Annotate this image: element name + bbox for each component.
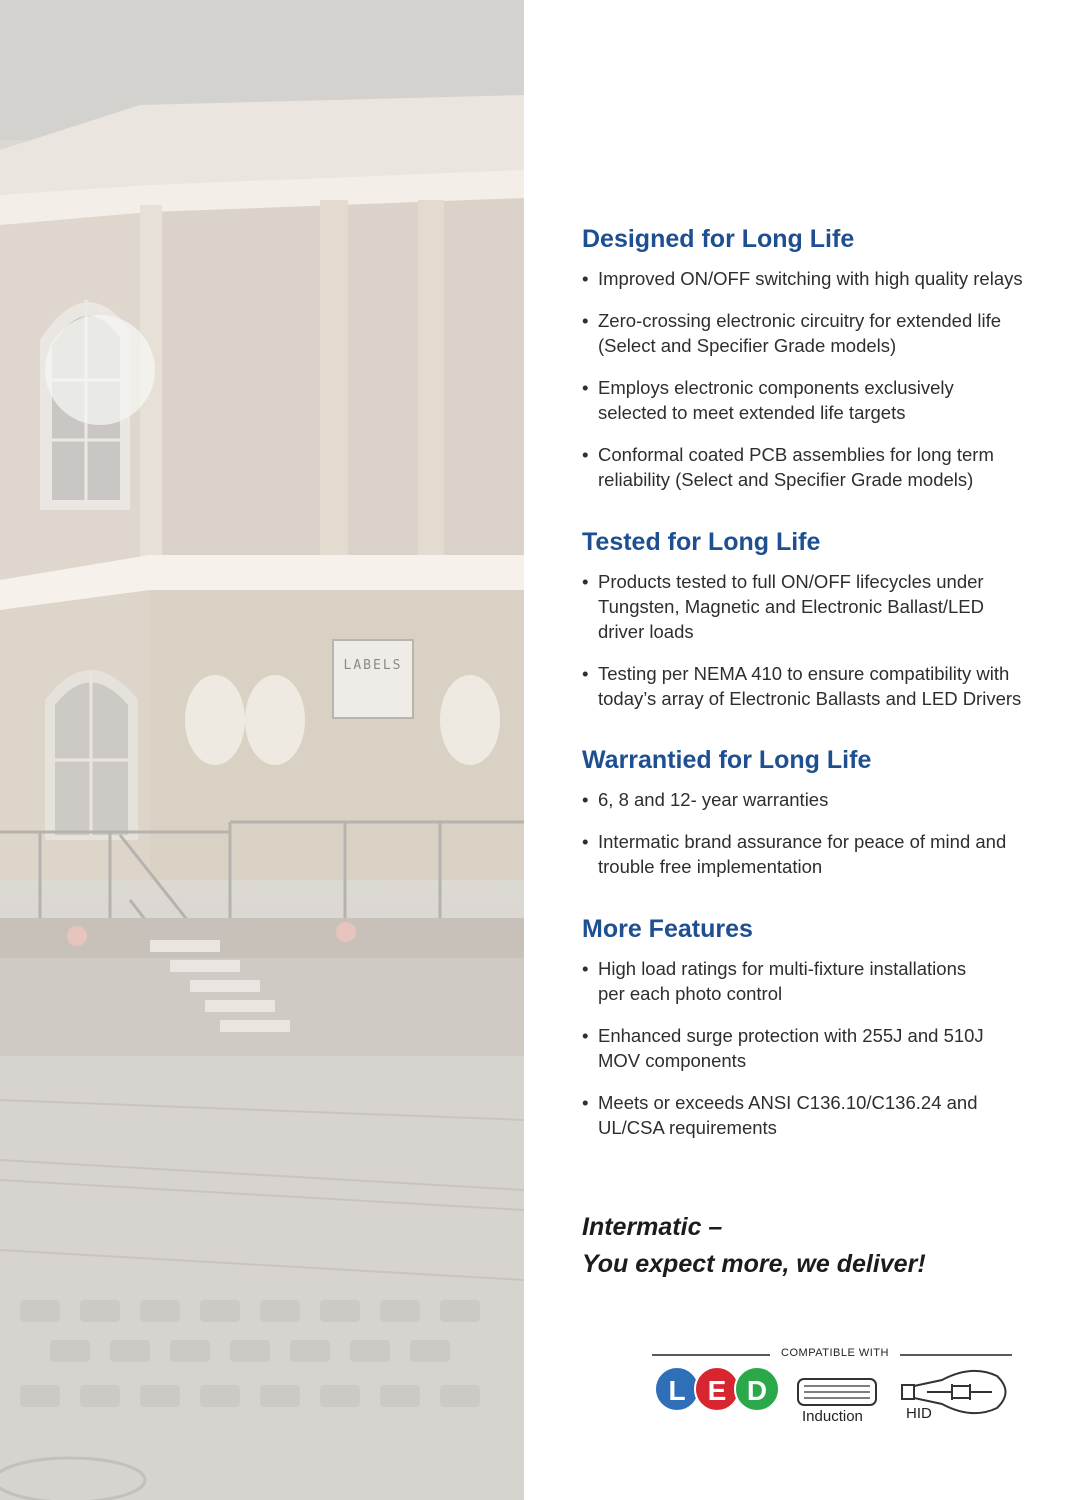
bullet-list bbox=[582, 266, 1081, 492]
led-circle-e: E bbox=[694, 1366, 740, 1412]
building-photo bbox=[0, 0, 524, 1500]
building-illustration bbox=[0, 0, 524, 1500]
bullet-item: • Zero-crossing electronic circuitry for extended life (Select and Specifier Grade models) bbox=[582, 308, 1081, 358]
section-heading: More Features bbox=[582, 915, 753, 943]
led-circle-l: L bbox=[654, 1366, 700, 1412]
compatibility-badge bbox=[652, 1344, 1022, 1434]
tagline-line-1: Intermatic – bbox=[582, 1213, 723, 1241]
section-warrantied bbox=[582, 745, 1081, 896]
bullet-item: • Testing per NEMA 410 to ensure compatibility with today’s array of Electronic Ballasts and LED Drivers bbox=[582, 661, 1081, 711]
bullet-list bbox=[582, 569, 1081, 711]
bullet-item: • Intermatic brand assurance for peace of mind and trouble free implementation bbox=[582, 829, 1081, 879]
section-tested bbox=[582, 527, 1081, 728]
bullet-item: • Enhanced surge protection with 255J and 510J MOV components bbox=[582, 1023, 1081, 1073]
bullet-list bbox=[582, 956, 1081, 1140]
led-circle-d: D bbox=[734, 1366, 780, 1412]
section-heading: Tested for Long Life bbox=[582, 528, 821, 556]
badge-caption: COMPATIBLE WITH bbox=[770, 1347, 900, 1359]
tagline-line-2: You expect more, we deliver! bbox=[582, 1250, 926, 1278]
sign-text: LABELS bbox=[343, 658, 403, 673]
bullet-item: • Employs electronic components exclusively selected to meet extended life targets bbox=[582, 375, 1081, 425]
bullet-item: • Products tested to full ON/OFF lifecycles under Tungsten, Magnetic and Electronic Ballast/LED driver loads bbox=[582, 569, 1081, 644]
bullet-item: • High load ratings for multi-fixture installations per each photo control bbox=[582, 956, 1081, 1006]
section-heading: Designed for Long Life bbox=[582, 225, 855, 253]
section-more-features bbox=[582, 914, 1081, 1157]
bullet-item: • Conformal coated PCB assemblies for long term reliability (Select and Specifier Grade models) bbox=[582, 442, 1081, 492]
bullet-item: • Meets or exceeds ANSI C136.10/C136.24 and UL/CSA requirements bbox=[582, 1090, 1081, 1140]
induction-label: Induction bbox=[802, 1408, 863, 1425]
section-designed bbox=[582, 224, 1081, 509]
tagline bbox=[582, 1209, 926, 1283]
bullet-item: • 6, 8 and 12- year warranties bbox=[582, 787, 1081, 812]
bullet-list bbox=[582, 787, 1081, 879]
hid-label: HID bbox=[906, 1405, 932, 1422]
section-heading: Warrantied for Long Life bbox=[582, 746, 872, 774]
induction-lamp-icon bbox=[798, 1379, 876, 1405]
bullet-item: • Improved ON/OFF switching with high quality relays bbox=[582, 266, 1081, 291]
